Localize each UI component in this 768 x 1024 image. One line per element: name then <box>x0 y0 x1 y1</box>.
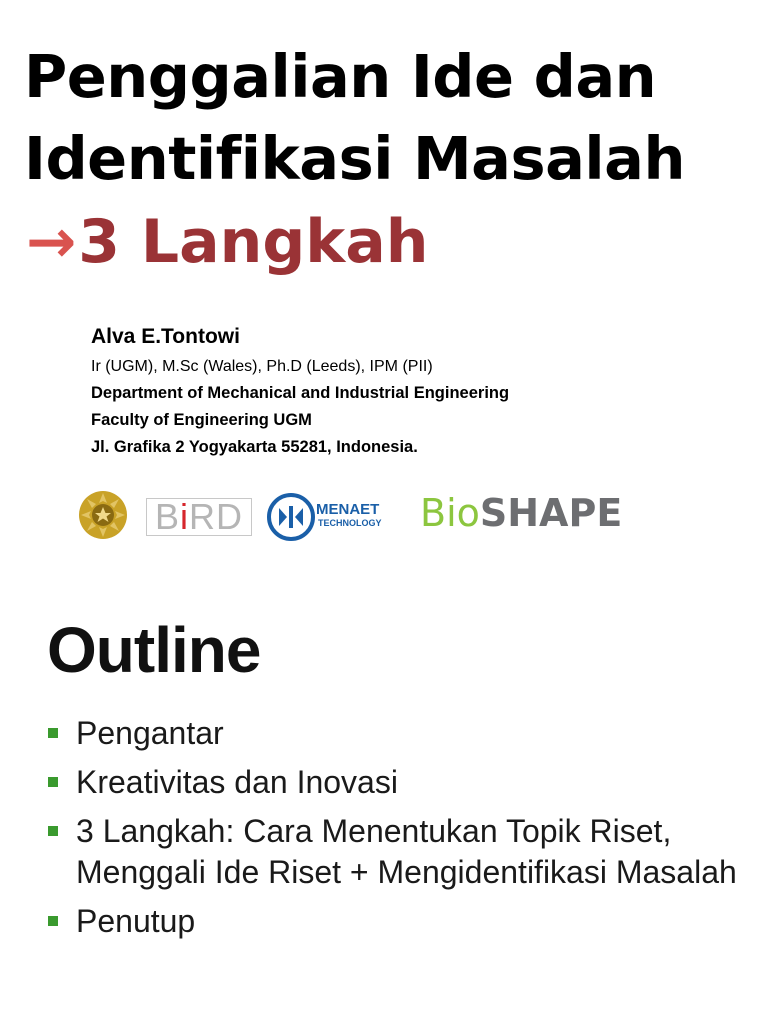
bioshape-logo-bio: Bio <box>420 491 480 535</box>
ugm-logo-icon <box>76 488 130 542</box>
outline-item-text: 3 Langkah: Cara Menentukan Topik Riset, Menggali Ide Riset + Mengidentifikasi Masalah <box>76 813 737 890</box>
slide-title <box>24 36 764 200</box>
slide-title-line-1: Penggalian Ide dan <box>24 42 657 111</box>
outline-slide <box>0 600 768 1024</box>
bird-logo <box>146 498 252 536</box>
menaet-logo-tagline: TECHNOLOGY <box>318 518 382 528</box>
author-faculty: Faculty of Engineering UGM <box>91 411 312 429</box>
menaet-logo <box>266 492 402 542</box>
slide-subtitle-text: 3 Langkah <box>78 207 429 277</box>
menaet-logo-word: MENAET <box>316 501 380 518</box>
bioshape-logo <box>420 490 622 536</box>
slide-title-line-2: Identifikasi Masalah <box>24 124 685 193</box>
slide-subtitle <box>26 200 428 284</box>
outline-item <box>48 762 738 803</box>
outline-item <box>48 901 738 942</box>
outline-item <box>48 811 738 893</box>
square-bullet-icon <box>48 916 58 926</box>
menaet-badge-icon <box>266 492 316 542</box>
outline-item <box>48 713 738 754</box>
outline-item-text: Penutup <box>76 903 196 939</box>
square-bullet-icon <box>48 728 58 738</box>
bird-logo-text-accent: i <box>180 496 189 537</box>
square-bullet-icon <box>48 826 58 836</box>
author-degrees: Ir (UGM), M.Sc (Wales), Ph.D (Leeds), IPM (PII) <box>91 358 433 375</box>
outline-list <box>48 713 738 950</box>
outline-item-text: Pengantar <box>76 715 224 751</box>
author-address: Jl. Grafika 2 Yogyakarta 55281, Indonesia. <box>91 438 418 456</box>
outline-item-text: Kreativitas dan Inovasi <box>76 764 398 800</box>
logo-row <box>76 486 696 544</box>
outline-heading: Outline <box>47 614 261 686</box>
bird-logo-text-prefix: B <box>154 496 180 537</box>
author-name: Alva E.Tontowi <box>91 325 240 348</box>
author-block <box>91 322 731 461</box>
author-department: Department of Mechanical and Industrial Engineering <box>91 384 510 402</box>
bioshape-logo-shape: SHAPE <box>479 491 623 535</box>
bird-logo-text-suffix: RD <box>189 496 243 537</box>
square-bullet-icon <box>48 777 58 787</box>
right-arrow-icon: → <box>26 207 77 277</box>
